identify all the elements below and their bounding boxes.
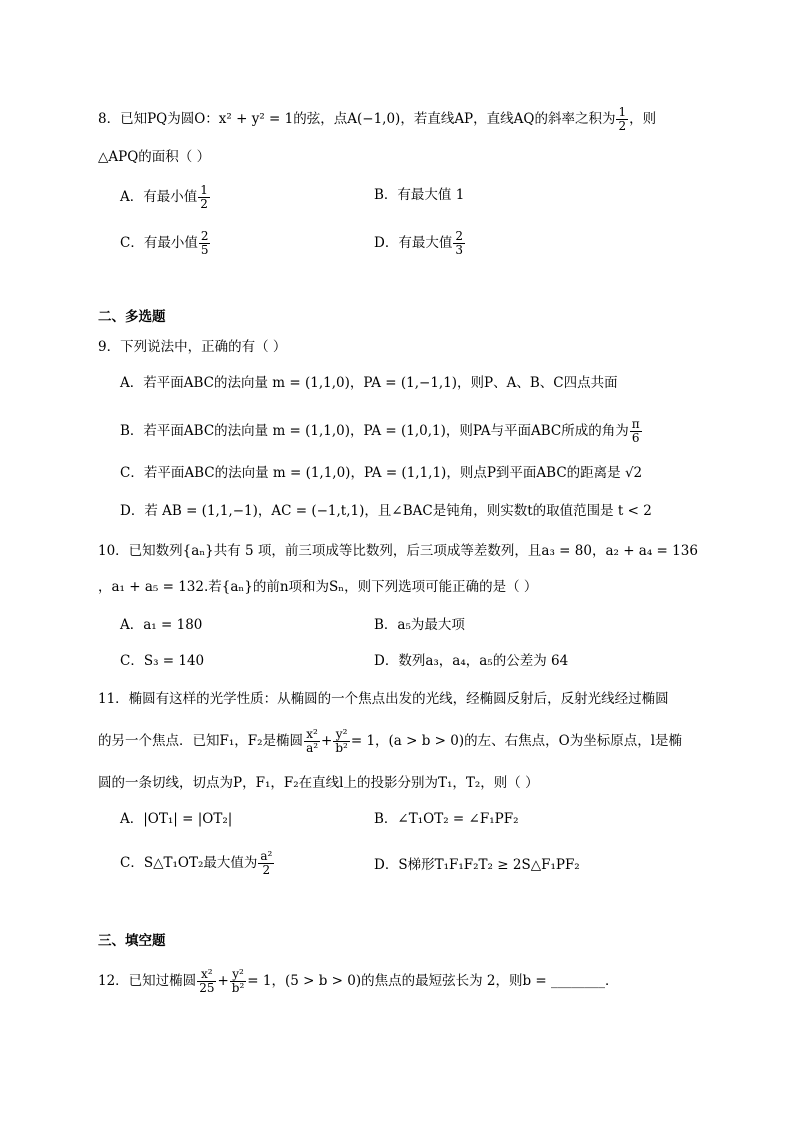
q8-option-b: B．有最大值 1 [374, 187, 465, 203]
q11-option-a: A．|OT₁| = |OT₂| [120, 811, 233, 827]
q8-line1 [98, 106, 656, 133]
q10-option-d: D．数列a₃，a₄，a₅的公差为 64 [374, 653, 569, 669]
q11-option-c: C．S△T₁OT₂最大值为 $\frac{\text{a²}}{2}$ [120, 849, 273, 877]
q11-line3: 圆的一条切线，切点为P，F₁，F₂在直线l上的投影分别为T₁，T₂，则（ ） [98, 775, 539, 791]
q11-line2: 的另一个焦点．已知F₁，F₂是椭圆 $\frac{\text{x²}}{\text{a²}}$ + $\frac{\text{y²}}{\text{b²}}$ = 1，(a > b > 0)的左、右焦点，O为坐标原点，l是椭 [98, 727, 683, 755]
q9-option-c: C．若平面ABC的法向量 m = (1,1,0)，PA = (1,1,1)，则点P到平面ABC的距离是 √2 [120, 465, 643, 481]
q8-fraction: $\frac{1}{2}$ [618, 105, 627, 133]
q10-line1: 10．已知数列{aₙ}共有 5 项，前三项成等比数列，后三项成等差数列，且a₃ = 80，a₂ + a₄ = 136 [98, 543, 698, 559]
q9-stem: 9．下列说法中，正确的有（ ） [98, 339, 287, 355]
q9-option-d: D．若 AB = (1,1,−1)，AC = (−1,t,1)，且∠BAC是钝角，则实数t的取值范围是 t < 2 [120, 503, 652, 519]
q10-option-b: B．a₅为最大项 [374, 617, 465, 633]
q10-option-a: A．a₁ = 180 [120, 617, 203, 633]
section-3-heading: 三、填空题 [98, 933, 166, 949]
q10-line2: ，a₁ + a₅ = 132.若{aₙ}的前n项和为Sₙ，则下列选项可能正确的是（ ） [98, 579, 538, 595]
q8-stem-tail: ，则 [629, 111, 657, 127]
q8-option-c: C．有最小值 $\frac{2}{5}$ [120, 229, 209, 257]
section-2-heading: 二、多选题 [98, 309, 166, 325]
q8-option-a: A．有最小值 $\frac{1}{2}$ [120, 183, 208, 211]
q8-option-d: D．有最大值 $\frac{2}{3}$ [374, 229, 463, 257]
q9-option-b: B．若平面ABC的法向量 m = (1,1,0)，PA = (1,0,1)，则PA与平面ABC所成的角为 $\frac{\pi}{6}$ [120, 417, 640, 445]
q10-option-c: C．S₃ = 140 [120, 653, 205, 669]
q9-option-a: A．若平面ABC的法向量 m = (1,1,0)，PA = (1,−1,1)，则P、A、B、C四点共面 [120, 375, 618, 391]
q8-line2: △APQ的面积（ ） [98, 149, 211, 165]
q12-line: 12．已知过椭圆 $\frac{\text{x²}}{25}$ + $\frac{\text{y²}}{\text{b²}}$ = 1，(5 > b > 0)的焦点的最短弦长为 2，则b = ________． [98, 967, 619, 995]
q11-option-b: B．∠T₁OT₂ = ∠F₁PF₂ [374, 811, 519, 827]
q11-option-d: D．S梯形T₁F₁F₂T₂ ≥ 2S△F₁PF₂ [374, 857, 580, 873]
q11-line1: 11．椭圆有这样的光学性质：从椭圆的一个焦点出发的光线，经椭圆反射后，反射光线经过椭圆 [98, 691, 669, 707]
q8-stem-text: 8．已知PQ为圆O：x² + y² = 1的弦，点A(−1,0)，若直线AP，直线AQ的斜率之积为 [98, 111, 616, 127]
